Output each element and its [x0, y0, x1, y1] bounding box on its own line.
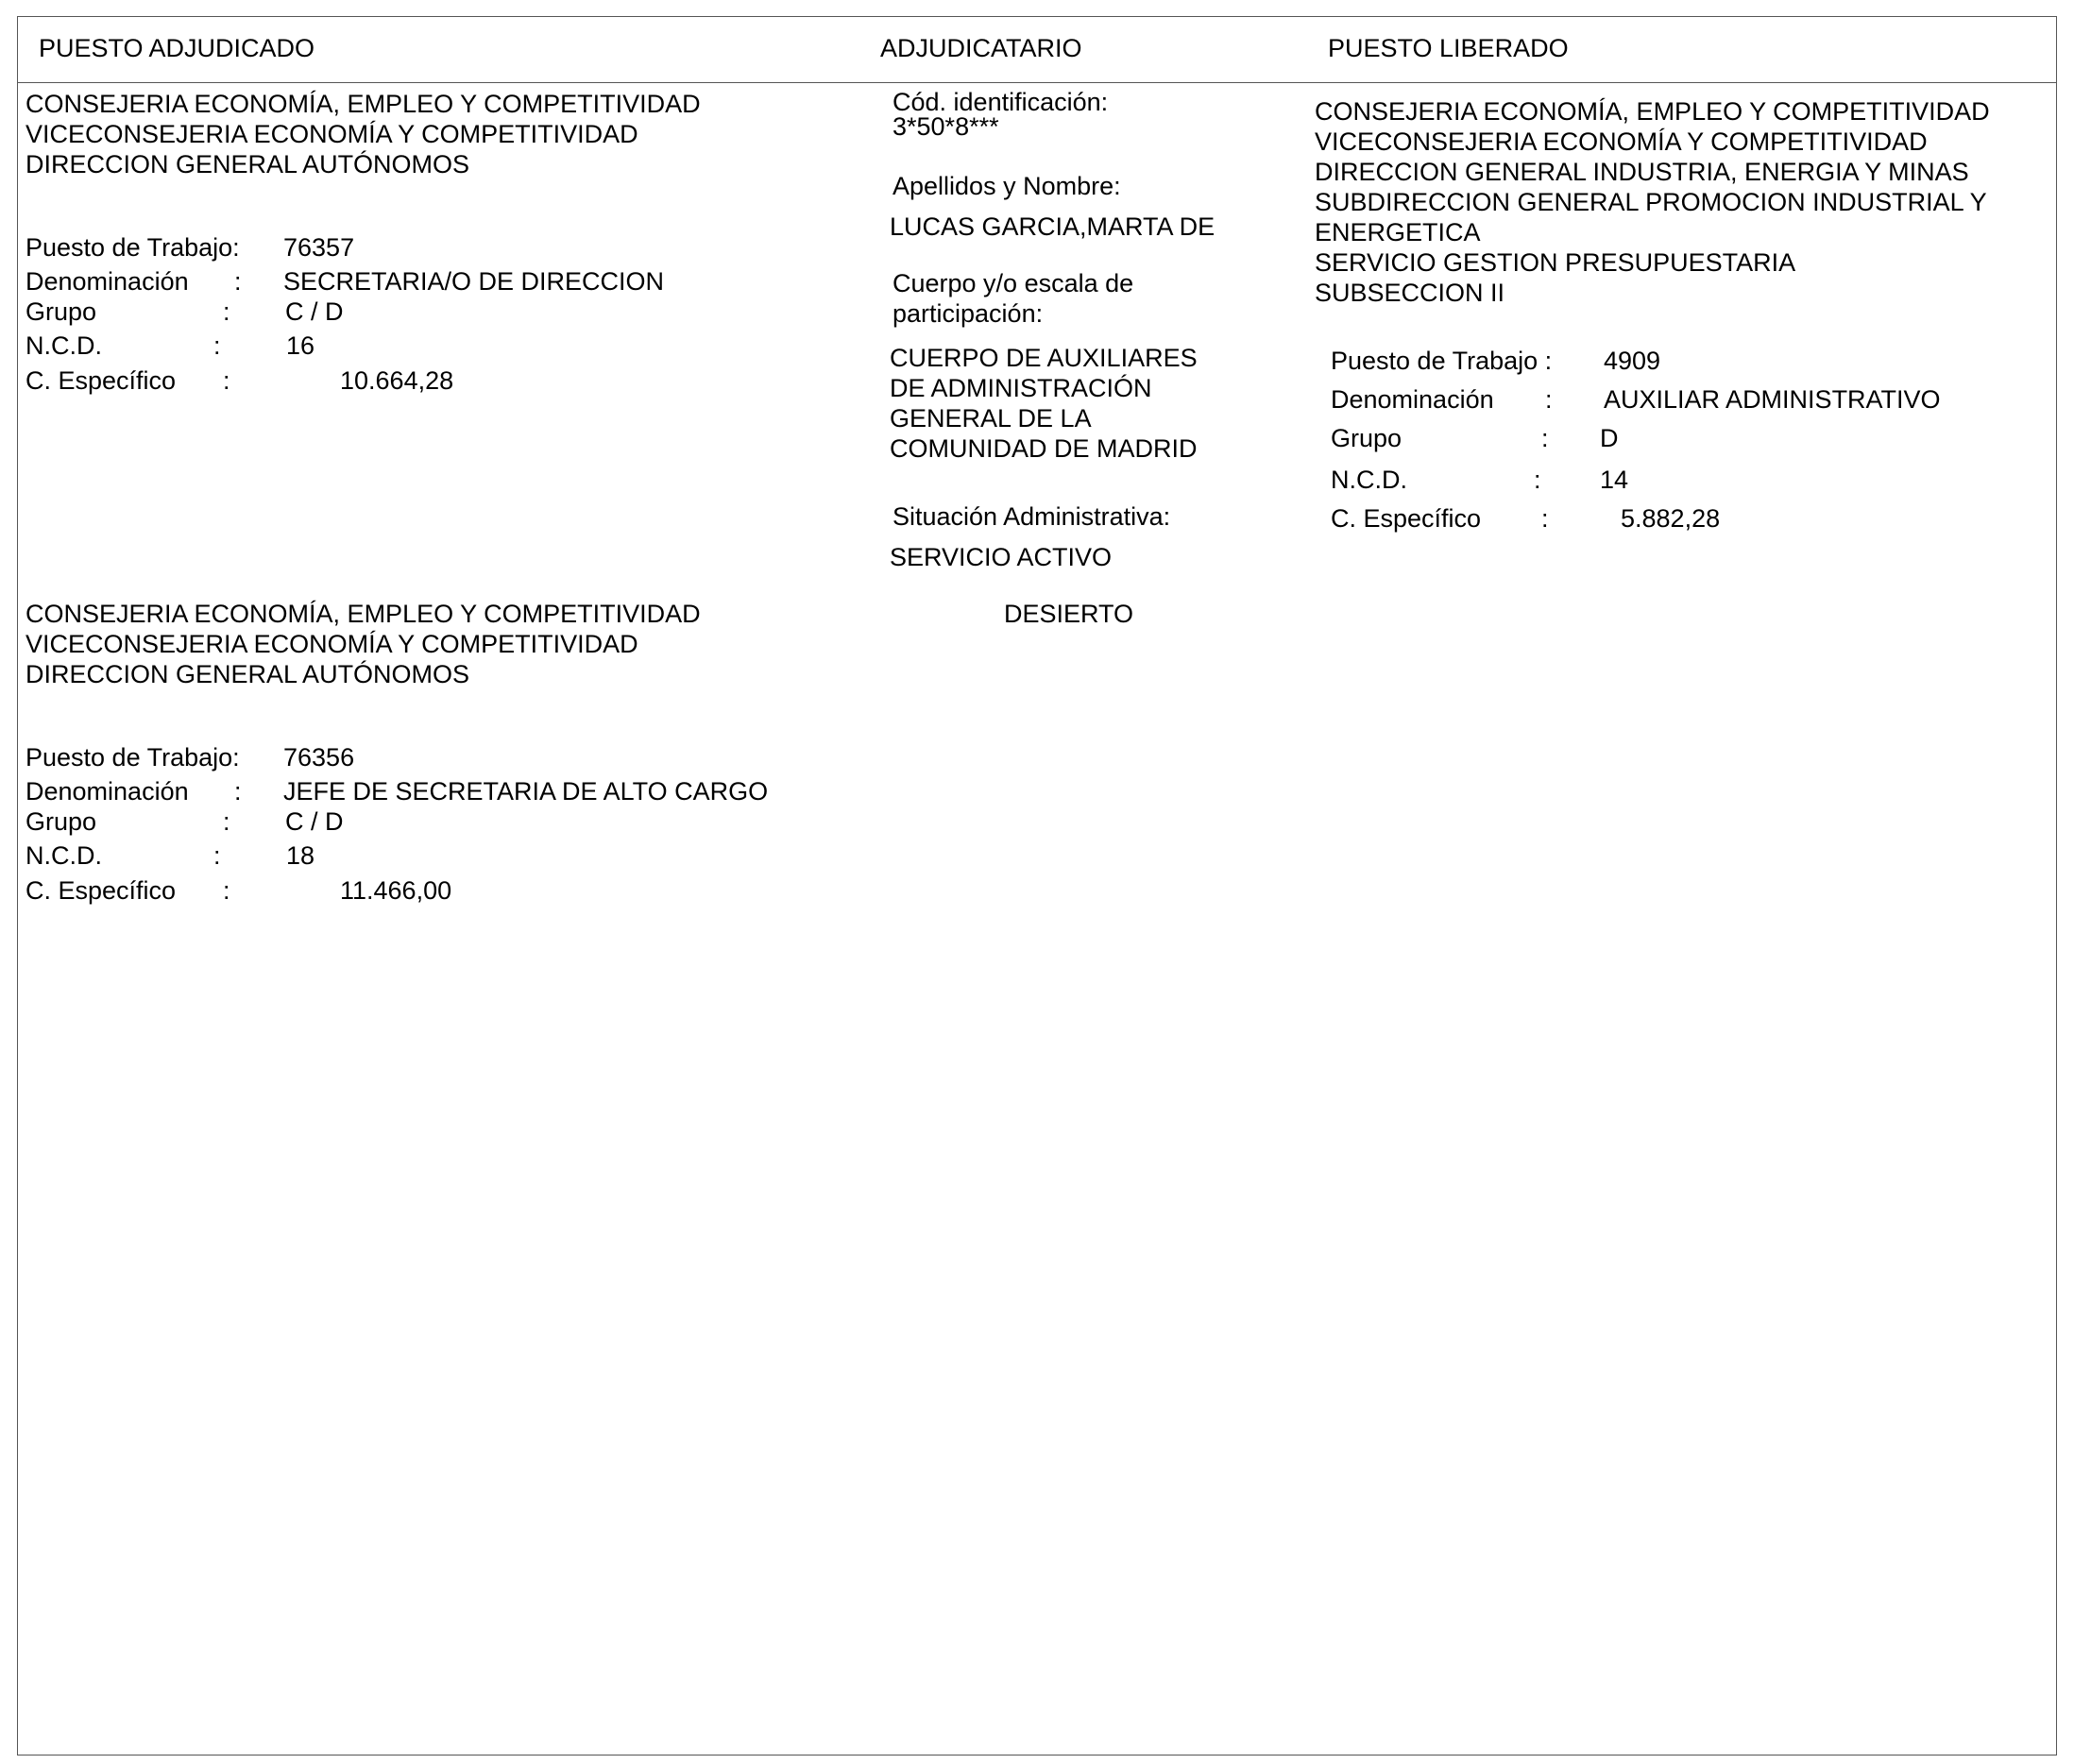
org-line: DIRECCION GENERAL AUTÓNOMOS — [26, 660, 470, 688]
org-line: VICECONSEJERIA ECONOMÍA Y COMPETITIVIDAD — [26, 630, 638, 658]
liberado-org-line: ENERGETICA — [1315, 218, 1481, 246]
liberado-grupo-value: D — [1600, 424, 1619, 452]
org-line: CONSEJERIA ECONOMÍA, EMPLEO Y COMPETITIVIDAD — [26, 600, 701, 628]
adjudicatario-situacion-label: Situación Administrativa: — [892, 502, 1171, 531]
entry1-ncd-value: 16 — [286, 331, 315, 360]
entry1-denominacion-value: SECRETARIA/O DE DIRECCION — [283, 267, 665, 296]
org-line: CONSEJERIA ECONOMÍA, EMPLEO Y COMPETITIVIDAD — [26, 90, 701, 118]
entry2-denominacion-label: Denominación — [26, 777, 189, 806]
liberado-org-line: SUBDIRECCION GENERAL PROMOCION INDUSTRIAL Y — [1315, 188, 1987, 216]
entry2-grupo-label: Grupo — [26, 807, 97, 836]
header-puesto-liberado: PUESTO LIBERADO — [1328, 34, 1569, 62]
adjudicatario-nombre-value: LUCAS GARCIA,MARTA DE — [890, 212, 1216, 241]
liberado-org-line: VICECONSEJERIA ECONOMÍA Y COMPETITIVIDAD — [1315, 127, 1928, 156]
liberado-org-line: CONSEJERIA ECONOMÍA, EMPLEO Y COMPETITIVIDAD — [1315, 97, 1990, 126]
entry2-grupo-value: C / D — [285, 807, 344, 836]
liberado-ncd-value: 14 — [1600, 466, 1629, 494]
cuerpo-label-line: Cuerpo y/o escala de — [892, 269, 1134, 297]
entry1-puesto-label: Puesto de Trabajo: — [26, 233, 240, 262]
liberado-especifico-value: 5.882,28 — [1621, 504, 1721, 533]
liberado-puesto-label: Puesto de Trabajo : — [1331, 347, 1553, 375]
entry2-denominacion-value: JEFE DE SECRETARIA DE ALTO CARGO — [283, 777, 769, 806]
liberado-ncd-colon: : — [1534, 466, 1541, 494]
entry1-especifico-colon: : — [223, 366, 230, 395]
liberado-denominacion-label: Denominación — [1331, 385, 1494, 414]
entry2-especifico-colon: : — [223, 876, 230, 905]
org-line: VICECONSEJERIA ECONOMÍA Y COMPETITIVIDAD — [26, 120, 638, 148]
liberado-ncd-label: N.C.D. — [1331, 466, 1407, 494]
adjudicatario-nombre-label: Apellidos y Nombre: — [892, 172, 1121, 200]
entry1-grupo-value: C / D — [285, 297, 344, 326]
liberado-grupo-label: Grupo — [1331, 424, 1402, 452]
entry2-puesto-value: 76356 — [283, 743, 355, 772]
entry1-denominacion-label: Denominación — [26, 267, 189, 296]
entry1-grupo-label: Grupo — [26, 297, 97, 326]
liberado-org-line: DIRECCION GENERAL INDUSTRIA, ENERGIA Y MINAS — [1315, 158, 1969, 186]
entry1-especifico-label: C. Específico — [26, 366, 177, 395]
header-adjudicatario: ADJUDICATARIO — [880, 34, 1082, 62]
liberado-denominacion-colon: : — [1545, 385, 1553, 414]
adjudicatario-situacion-value: SERVICIO ACTIVO — [890, 543, 1113, 571]
cuerpo-value-line: GENERAL DE LA — [890, 404, 1092, 433]
entry1-especifico-value: 10.664,28 — [340, 366, 454, 395]
cuerpo-value-line: CUERPO DE AUXILIARES — [890, 344, 1198, 372]
entry2-organization — [26, 599, 701, 689]
liberado-especifico-label: C. Específico — [1331, 504, 1482, 533]
entry2-especifico-label: C. Específico — [26, 876, 177, 905]
entry1-ncd-label: N.C.D. — [26, 331, 102, 360]
liberado-organization — [1315, 96, 1990, 308]
entry2-puesto-label: Puesto de Trabajo: — [26, 743, 240, 772]
liberado-denominacion-value: AUXILIAR ADMINISTRATIVO — [1604, 385, 1941, 414]
adjudicatario-desierto: DESIERTO — [1004, 600, 1134, 628]
entry1-denominacion-colon: : — [234, 267, 242, 296]
entry2-ncd-label: N.C.D. — [26, 841, 102, 870]
entry2-grupo-colon: : — [223, 807, 230, 836]
header-divider — [17, 82, 2057, 83]
cuerpo-value-line: DE ADMINISTRACIÓN — [890, 374, 1152, 402]
entry2-especifico-value: 11.466,00 — [340, 876, 452, 905]
liberado-org-line: SERVICIO GESTION PRESUPUESTARIA — [1315, 248, 1796, 277]
header-puesto-adjudicado: PUESTO ADJUDICADO — [39, 34, 315, 62]
entry1-puesto-value: 76357 — [283, 233, 355, 262]
entry1-ncd-colon: : — [213, 331, 221, 360]
cuerpo-label-line: participación: — [892, 299, 1044, 328]
adjudicatario-cuerpo-label — [892, 268, 1133, 329]
entry2-ncd-value: 18 — [286, 841, 315, 870]
cuerpo-value-line: COMUNIDAD DE MADRID — [890, 434, 1198, 463]
liberado-puesto-value: 4909 — [1604, 347, 1661, 375]
liberado-grupo-colon: : — [1541, 424, 1549, 452]
entry2-denominacion-colon: : — [234, 777, 242, 806]
adjudicatario-cuerpo-value — [890, 343, 1198, 464]
liberado-org-line: SUBSECCION II — [1315, 279, 1505, 307]
org-line: DIRECCION GENERAL AUTÓNOMOS — [26, 150, 470, 178]
adjudicatario-cod-value: 3*50*8*** — [892, 112, 999, 141]
entry1-organization — [26, 89, 701, 179]
entry2-ncd-colon: : — [213, 841, 221, 870]
liberado-especifico-colon: : — [1541, 504, 1549, 533]
entry1-grupo-colon: : — [223, 297, 230, 326]
adjudicatario-cod-label: Cód. identificación: — [892, 88, 1109, 116]
